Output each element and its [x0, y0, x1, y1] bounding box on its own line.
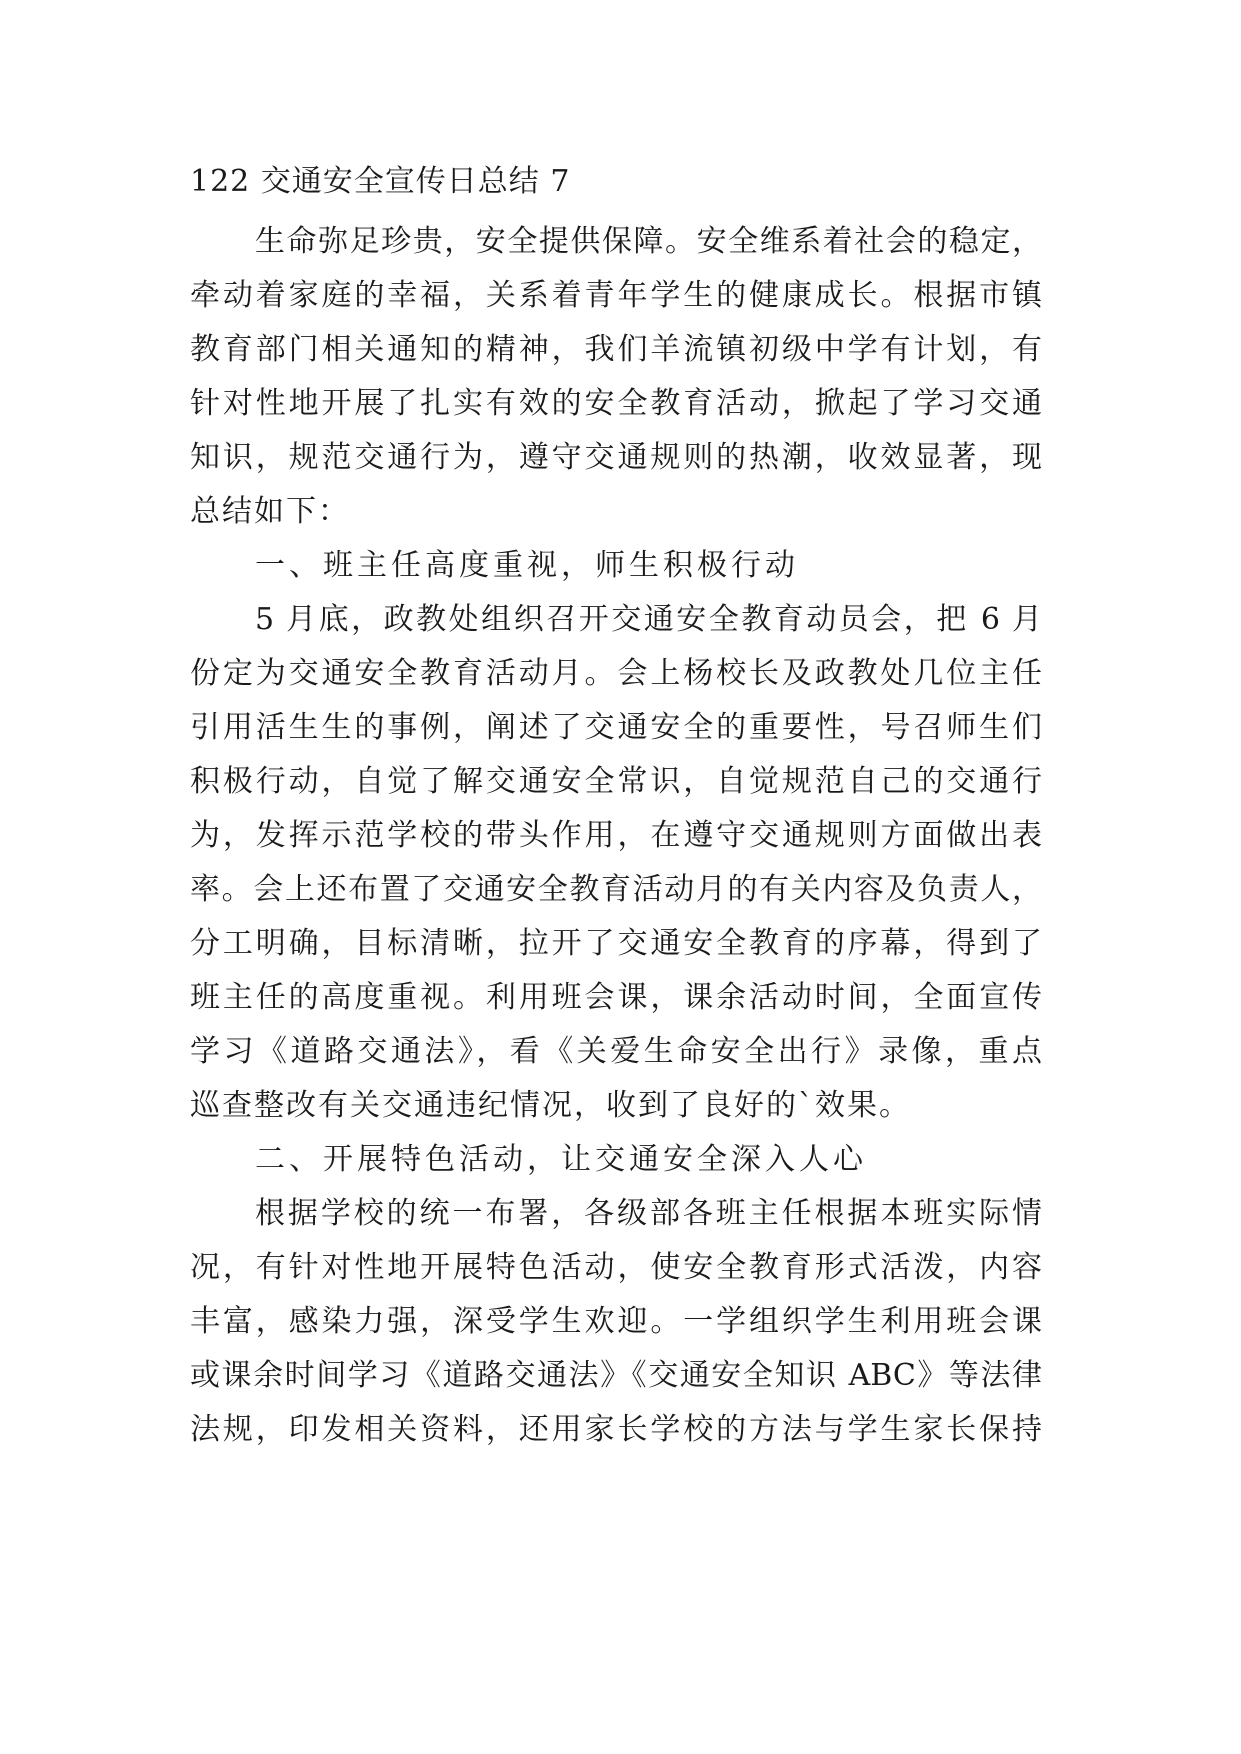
paragraph-line: 班主任的高度重视。利用班会课，课余活动时间，全面宣传 [190, 980, 1042, 1015]
document-title: 122 交通安全宣传日总结 7 [190, 164, 571, 199]
paragraph-line: 总结如下： [190, 494, 350, 529]
paragraph-line: 积极行动，自觉了解交通安全常识，自觉规范自己的交通行 [190, 764, 1042, 799]
section-heading: 二、开展特色活动，让交通安全深入人心 [255, 1142, 867, 1177]
paragraph-line: 牵动着家庭的幸福，关系着青年学生的健康成长。根据市镇 [190, 278, 1042, 313]
paragraph-line: 为，发挥示范学校的带头作用，在遵守交通规则方面做出表 [190, 818, 1042, 853]
paragraph-line: 学习《道路交通法》，看《关爱生命安全出行》录像，重点 [190, 1034, 1042, 1069]
paragraph-line: 知识，规范交通行为，遵守交通规则的热潮，收效显著，现 [190, 440, 1042, 475]
paragraph-line: 分工明确，目标清晰，拉开了交通安全教育的序幕，得到了 [190, 926, 1042, 961]
paragraph-line: 生命弥足珍贵，安全提供保障。安全维系着社会的稳定， [255, 224, 1042, 259]
paragraph-line: 教育部门相关通知的精神，我们羊流镇初级中学有计划，有 [190, 332, 1042, 367]
paragraph-line: 份定为交通安全教育活动月。会上杨校长及政教处几位主任 [190, 656, 1042, 691]
paragraph-line: 况，有针对性地开展特色活动，使安全教育形式活泼，内容 [190, 1250, 1042, 1285]
section-heading: 一、班主任高度重视，师生积极行动 [255, 548, 799, 583]
paragraph-line: 引用活生生的事例，阐述了交通安全的重要性，号召师生们 [190, 710, 1042, 745]
paragraph-line: 或课余时间学习《道路交通法》《交通安全知识 ABC》等法律 [190, 1358, 1042, 1393]
paragraph-line: 法规，印发相关资料，还用家长学校的方法与学生家长保持 [190, 1412, 1042, 1447]
paragraph-line: 针对性地开展了扎实有效的安全教育活动，掀起了学习交通 [190, 386, 1042, 421]
paragraph-line: 丰富，感染力强，深受学生欢迎。一学组织学生利用班会课 [190, 1304, 1042, 1339]
paragraph-line: 根据学校的统一布署，各级部各班主任根据本班实际情 [255, 1196, 1042, 1231]
paragraph-line: 巡查整改有关交通违纪情况，收到了良好的`效果。 [190, 1088, 911, 1123]
paragraph-line: 5 月底，政教处组织召开交通安全教育动员会，把 6 月 [255, 602, 1042, 637]
paragraph-line: 率。会上还布置了交通安全教育活动月的有关内容及负责人， [190, 872, 1042, 907]
